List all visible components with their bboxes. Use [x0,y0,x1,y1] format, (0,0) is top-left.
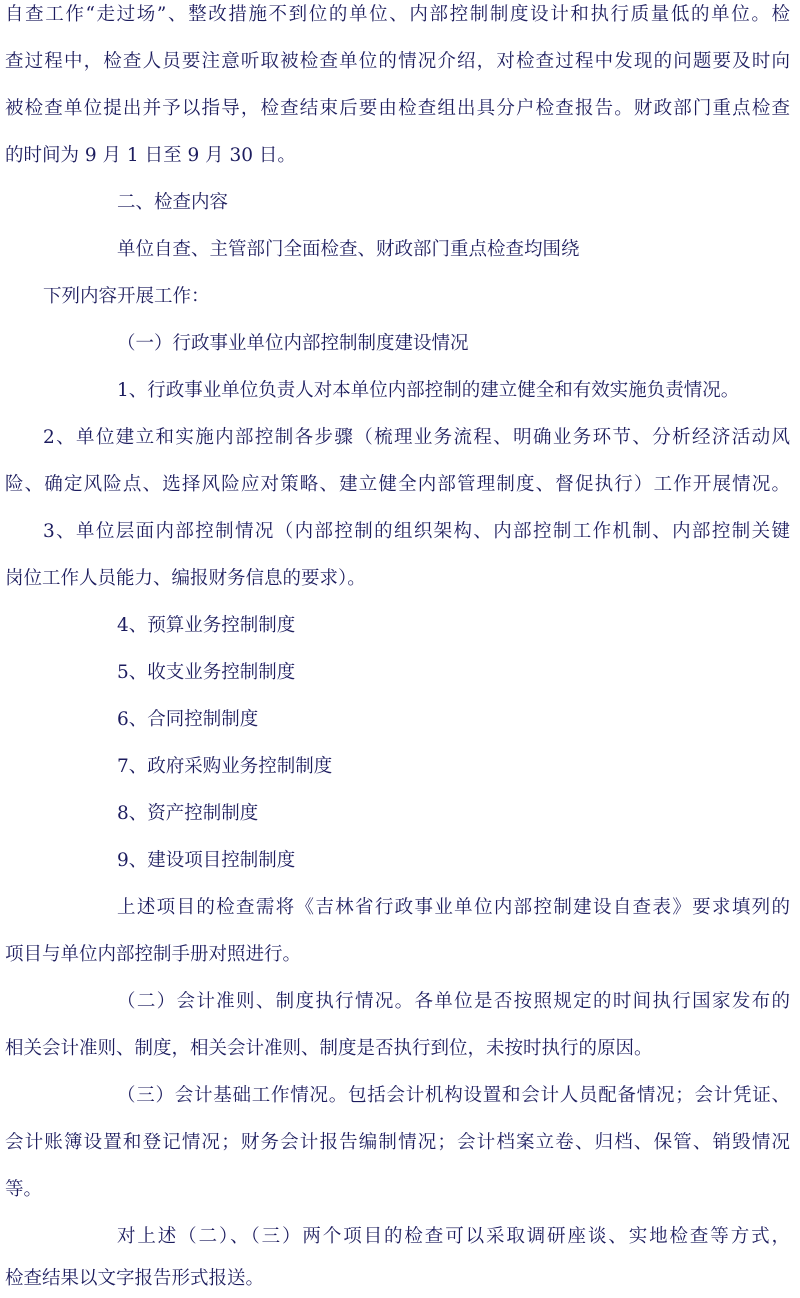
section-heading: 二、检查内容 [117,192,229,213]
text-line: 的时间为 9 月 1 日至 9 月 30 日。 [5,145,296,166]
text-line: 3、单位层面内部控制情况（内部控制的组织架构、内部控制工作机制、内部控制关键 [43,521,790,542]
text-line: 险、确定风险点、选择风险应对策略、建立健全内部管理制度、督促执行）工作开展情况。 [5,474,790,495]
list-item: 7、政府采购业务控制制度 [117,756,333,777]
text-line: 上述项目的检查需将《吉林省行政事业单位内部控制建设自查表》要求填列的 [117,897,790,918]
list-item: 9、建设项目控制制度 [117,850,296,871]
list-item: 6、合同控制制度 [117,709,259,730]
text-line: 岗位工作人员能力、编报财务信息的要求）。 [5,568,366,589]
text-line: 自查工作“走过场”、整改措施不到位的单位、内部控制制度设计和执行质量低的单位。检 [5,4,790,25]
intro-line: 单位自查、主管部门全面检查、财政部门重点检查均围绕 [117,239,580,260]
list-item: 1、行政事业单位负责人对本单位内部控制的建立健全和有效实施负责情况。 [117,380,740,401]
text-line: 会计账簿设置和登记情况；财务会计报告编制情况；会计档案立卷、归档、保管、销毁情况 [5,1132,790,1153]
text-line: 查过程中，检查人员要注意听取被检查单位的情况介绍，对检查过程中发现的问题要及时向 [5,51,790,72]
list-item: 5、收支业务控制制度 [117,662,296,683]
text-line: 对上述（二）、（三）两个项目的检查可以采取调研座谈、实地检查等方式， [117,1226,790,1247]
sub-heading: （一）行政事业单位内部控制制度建设情况 [117,333,469,354]
text-line: 项目与单位内部控制手册对照进行。 [5,944,302,965]
text-line: 检查结果以文字报告形式报送。 [5,1268,265,1289]
text-line: （三）会计基础工作情况。包括会计机构设置和会计人员配备情况；会计凭证、 [117,1085,790,1106]
list-item: 4、预算业务控制制度 [117,615,296,636]
text-line: 2、单位建立和实施内部控制各步骤（梳理业务流程、明确业务环节、分析经济活动风 [43,427,790,448]
list-item: 8、资产控制制度 [117,803,259,824]
text-line: （二）会计准则、制度执行情况。各单位是否按照规定的时间执行国家发布的 [117,991,790,1012]
text-line: 被检查单位提出并予以指导，检查结束后要由检查组出具分户检查报告。财政部门重点检查 [5,98,790,119]
intro-line: 下列内容开展工作： [43,286,210,307]
text-line: 相关会计准则、制度，相关会计准则、制度是否执行到位，未按时执行的原因。 [5,1038,653,1059]
text-line: 等。 [5,1179,43,1200]
